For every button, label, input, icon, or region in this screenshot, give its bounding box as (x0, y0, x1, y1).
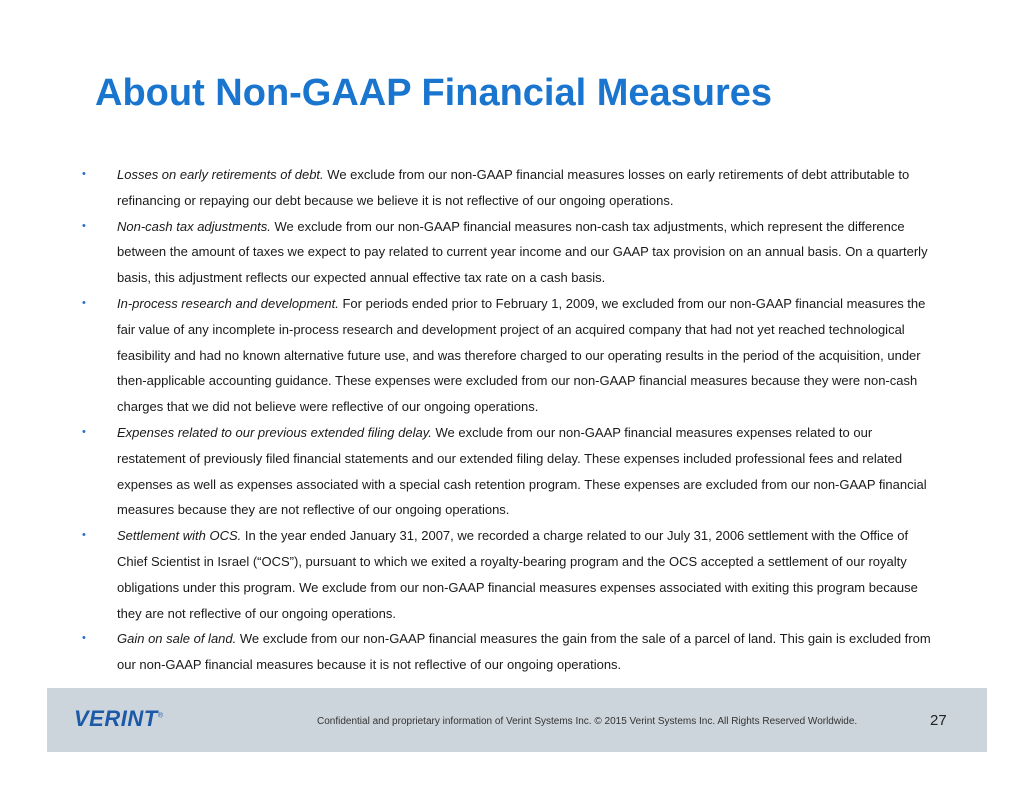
bullet-term: Gain on sale of land. (117, 631, 237, 647)
bullet-term: Settlement with OCS. (117, 528, 242, 544)
bullet-dot-icon: • (82, 168, 86, 180)
bullet-term: Expenses related to our previous extended filing delay. (117, 424, 432, 440)
logo-text: VERINT (74, 706, 158, 731)
bullet-item (82, 291, 932, 420)
bullet-dot-icon: • (82, 425, 86, 438)
page-title: About Non-GAAP Financial Measures (95, 72, 773, 114)
logo-registered-mark: ® (157, 712, 164, 720)
bullet-item (82, 523, 932, 626)
bullet-item (82, 214, 932, 291)
verint-logo (74, 706, 163, 732)
footer-bar (47, 688, 987, 752)
bullet-dot-icon: • (82, 632, 86, 645)
bullet-item (82, 162, 932, 214)
bullet-text: In the year ended January 31, 2007, we recorded a charge related to our July 31, 2006 settlement with the Office of Chief Scientist in Israel (“OCS”), pursuant to which we exited a royalty-bearing program and the OCS accepted a settlement of our royalty obligations under this program. We exclude from our non-GAAP financial measures expenses associated with exiting this program because they are not reflective of our ongoing operations. (117, 528, 918, 621)
bullet-text: We exclude from our non-GAAP financial measures the gain from the sale of a parcel of land. This gain is excluded from our non-GAAP financial measures because it is not reflective of our ongoing operations. (117, 631, 931, 673)
bullet-text: For periods ended prior to February 1, 2009, we excluded from our non-GAAP financial measures the fair value of any incomplete in-process research and development project of an acquired company that had not yet reached technological feasibility and had no known alternative future use, and was therefore charged to our operating results in the period of the acquisition, under then-applicable accounting guidance. These expenses were excluded from our non-GAAP financial measures because they were non-cash charges that we did not believe were reflective of our ongoing operations. (117, 295, 926, 415)
bullet-item (82, 420, 932, 523)
bullet-dot-icon: • (82, 296, 86, 309)
confidentiality-note: Confidential and proprietary information of Verint Systems Inc. © 2015 Verint Systems Inc. All Rights Reserved Worldwide. (317, 716, 858, 727)
bullet-text: We exclude from our non-GAAP financial measures expenses related to our restatement of previously filed financial statements and our extended filing delay. These expenses included professional fees and related expenses as well as expenses associated with a special cash retention program. These expenses are excluded from our non-GAAP financial measures because they are not reflective of our ongoing operations. (117, 424, 927, 518)
bullet-item (82, 626, 932, 678)
bullet-dot-icon: • (82, 219, 86, 232)
bullet-term: In-process research and development. (117, 295, 339, 311)
bullet-text: We exclude from our non-GAAP financial measures non-cash tax adjustments, which represent the difference between the amount of taxes we expect to pay related to current year income and our GAAP tax provision on an annual basis. On a quarterly basis, this adjustment reflects our expected annual effective tax rate on a cash basis. (117, 218, 928, 286)
page-number: 27 (930, 712, 947, 729)
bullet-term: Losses on early retirements of debt. (117, 167, 324, 182)
bullet-dot-icon: • (82, 529, 86, 542)
bullet-list (82, 162, 932, 678)
bullet-term: Non-cash tax adjustments. (117, 218, 271, 234)
bullet-text: We exclude from our non-GAAP financial measures losses on early retirements of debt attributable to refinancing or repaying our debt because we believe it is not reflective of our ongoing operations. (117, 167, 910, 208)
